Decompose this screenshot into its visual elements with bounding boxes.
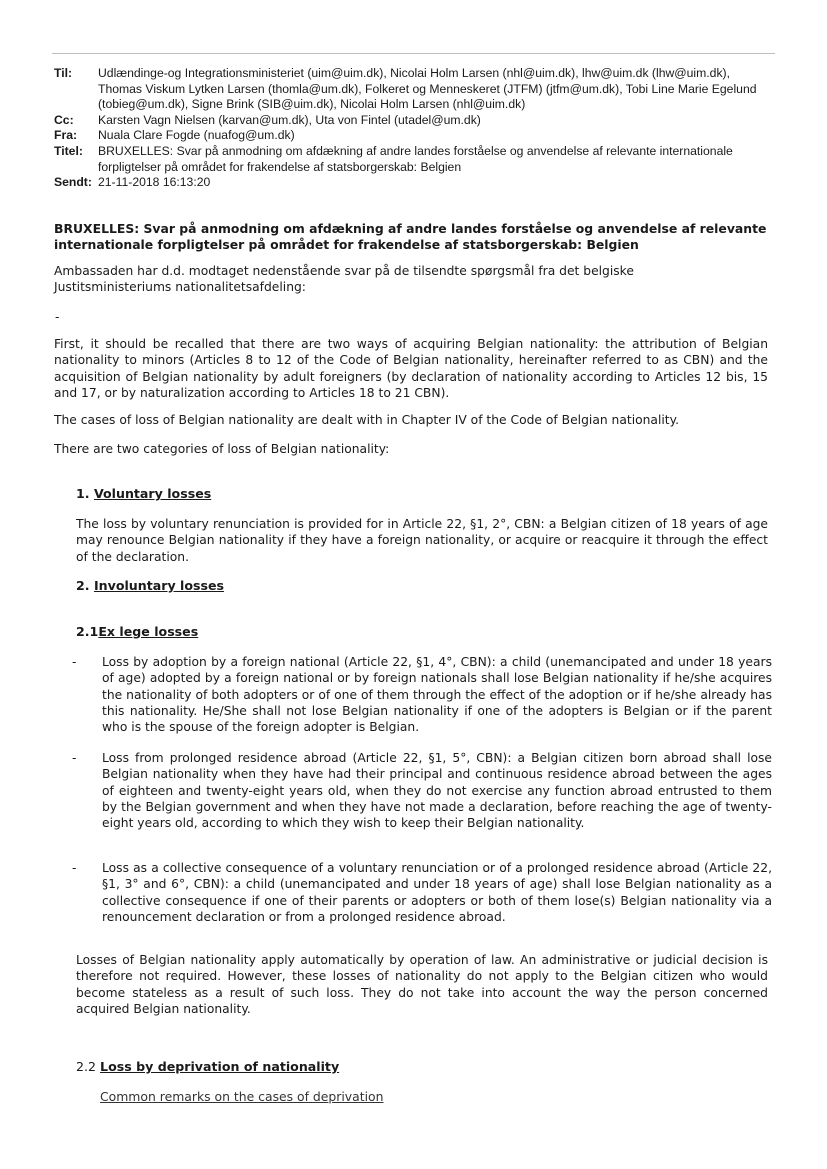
section-1-heading: [76, 486, 211, 502]
section-2-2-title: Loss by deprivation of nationality: [100, 1059, 340, 1074]
section-1-number: 1.: [76, 486, 90, 501]
to-label: Til:: [54, 66, 73, 80]
cc-row: [54, 113, 774, 129]
list-item-text: Loss by adoption by a foreign national (Article 22, §1, 4°, CBN): a child (unemancipated and under 18 years of age) adopted by a foreign national or by foreign nationals shall lose Belgian nationality if he/she acquires the nationality of both adopters or of one of them through the effect of the adoption or if he/she already has this nationality. He/She shall not lose Belgian nationality if one of the adopters is Belgian or if the parent who is the spouse of the foreign adopter is Belgian.: [102, 655, 772, 735]
section-2-1-heading: [76, 624, 198, 640]
from-label: Fra:: [54, 128, 78, 143]
list-item: [72, 654, 772, 735]
from-row: [54, 128, 774, 144]
paragraph-loss-chapter: The cases of loss of Belgian nationality are dealt with in Chapter IV of the Code of Belgian nationality.: [54, 413, 680, 427]
email-header: [54, 66, 774, 191]
list-item-text: Loss as a collective consequence of a voluntary renunciation or of a prolonged residence abroad (Article 22, §1, 3° and 6°, CBN): a child (unemancipated and under 18 years of age) shall lose Belgian nationality as a collective consequence if one of their parents or adopters or both of them lose(s) Belgian nationality via a renouncement declaration or from a prolonged residence abroad.: [102, 861, 772, 924]
section-2-heading: [76, 578, 224, 594]
sent-row: [54, 175, 774, 191]
paragraph-categories: There are two categories of loss of Belgian nationality:: [54, 442, 390, 456]
bullet-dash: -: [72, 655, 77, 669]
to-value: Udlændinge-og Integrationsministeriet (uim@uim.dk), Nicolai Holm Larsen (nhl@uim.dk), lhw@uim.dk (lhw@uim.dk), Thomas Viskum Lytken Larsen (thomla@um.dk), Folkeret og Menneskeret (JTFM) (jtfm@um.dk), Tobi Line Marie Egelund (tobieg@um.dk), Signe Brink (SIB@uim.dk), Nicolai Holm Larsen (nhl@uim.dk): [98, 66, 757, 112]
list-item: [72, 860, 772, 925]
separator-dash: -: [55, 310, 60, 324]
cc-label: Cc:: [54, 112, 74, 127]
title-value: BRUXELLES: Svar på anmodning om afdækning af andre landes forståelse og anvendelse af relevante internationale forpligtelser på området for frakendelse af statsborgerskab: Belgien: [98, 143, 733, 174]
section-1-title: Voluntary losses: [93, 486, 212, 501]
paragraph-acquisition: First, it should be recalled that there are two ways of acquiring Belgian nationality: the attribution of Belgian nationality to minors (Articles 8 to 12 of the Code of Belgian nationality, hereinafter referred to as CBN) and the acquisition of Belgian nationality by adult foreigners (by declaration of nationality according to Articles 12 bis, 15 and 17, or by naturalization according to Articles 18 to 21 CBN).: [54, 337, 768, 400]
section-2-number: 2.: [76, 578, 90, 593]
section-2-1-title: Ex lege losses: [98, 624, 199, 639]
section-2-1-number: 2.1: [76, 624, 99, 639]
list-item-text: Loss from prolonged residence abroad (Article 22, §1, 5°, CBN): a Belgian citizen born abroad shall lose Belgian nationality when they have had their principal and continuous residence abroad between the ages of eighteen and twenty-eight years old, when they do not exercise any function abroad entrusted to them by the Belgian government and when they have not made a declaration, before reaching the age of twenty-eight years old, according to which they wish to keep their Belgian nationality.: [102, 751, 772, 831]
bullet-dash: -: [72, 751, 77, 765]
section-1-text: The loss by voluntary renunciation is provided for in Article 22, §1, 2°, CBN: a Belgian citizen of 18 years of age may renounce Belgian nationality if they have a foreign nationality, or acquire or reacquire it through the effect of the declaration.: [76, 517, 768, 564]
title-label: Titel:: [54, 143, 83, 158]
document-subject: BRUXELLES: Svar på anmodning om afdækning af andre landes forståelse og anvendelse af relevante internationale forpligtelser på området for frakendelse af statsborgerskab: Belgien: [54, 221, 767, 252]
from-value: Nuala Clare Fogde (nuafog@um.dk): [98, 128, 295, 143]
section-2-2-number: 2.2: [76, 1059, 97, 1074]
section-2-title: Involuntary losses: [93, 578, 225, 593]
section-2-2-heading: [76, 1059, 339, 1075]
intro-paragraph: Ambassaden har d.d. modtaget nedenstående svar på de tilsendte spørgsmål fra det belgiske Justitsministeriums nationalitetsafdeling:: [54, 264, 634, 295]
header-divider: [52, 53, 775, 54]
sent-label: Sendt:: [54, 175, 92, 190]
paragraph-automatic-loss: Losses of Belgian nationality apply automatically by operation of law. An administrative or judicial decision is therefore not required. However, these losses of nationality do not apply to the Belgian citizen who would become stateless as a result of such loss. They do not take into account the way the person concerned acquired Belgian nationality.: [76, 953, 768, 1016]
cc-value: Karsten Vagn Nielsen (karvan@um.dk), Uta von Fintel (utadel@um.dk): [98, 112, 481, 127]
subsection-common-remarks: Common remarks on the cases of deprivation: [100, 1089, 384, 1104]
sent-value: 21-11-2018 16:13:20: [98, 175, 211, 190]
bullet-dash: -: [72, 861, 77, 875]
to-row: [54, 66, 774, 113]
list-item: [72, 750, 772, 831]
title-row: [54, 144, 774, 175]
